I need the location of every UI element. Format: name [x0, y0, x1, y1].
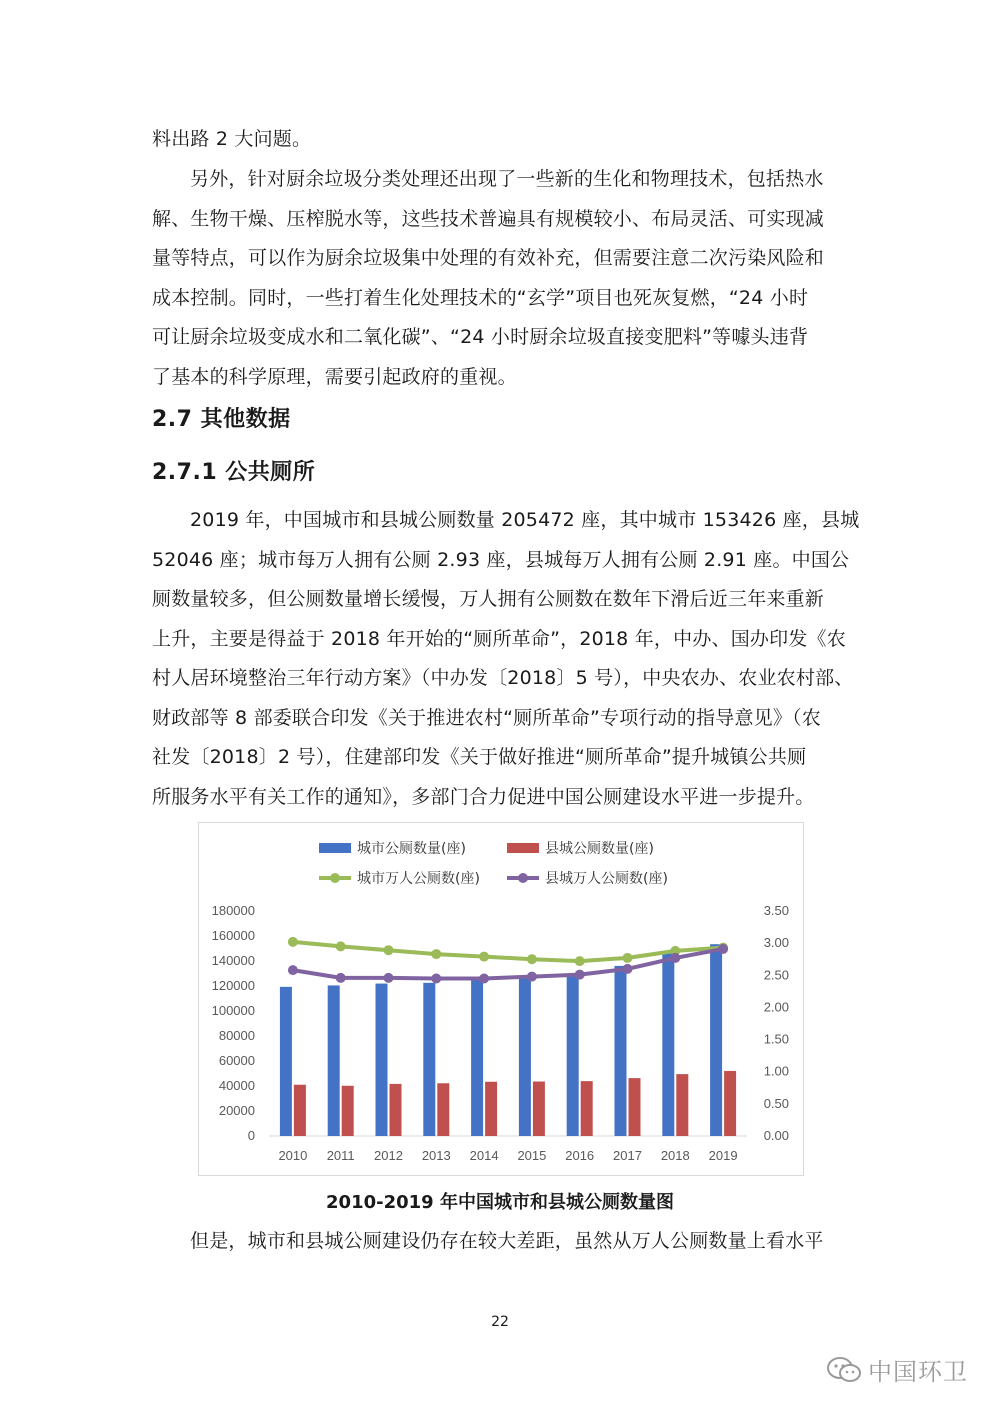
text-line: 成本控制。同时，一些打着生化处理技术的“玄学”项目也死灰复燃，“24 小时 — [152, 286, 809, 309]
bar-county — [724, 1071, 736, 1136]
line-point — [623, 964, 633, 974]
y-left-tick-label: 140000 — [211, 953, 255, 968]
y-right-tick-label: 3.50 — [763, 903, 789, 918]
y-left-tick-label: 180000 — [211, 903, 255, 918]
text-line: 所服务水平有关工作的通知》，多部门合力促进中国公厕建设水平进一步提升。 — [152, 785, 815, 808]
x-tick-label: 2010 — [278, 1148, 308, 1163]
line-point — [431, 974, 441, 984]
watermark — [826, 1352, 968, 1387]
legend-label: 县城万人公厕数(座) — [545, 871, 668, 887]
bar-city — [662, 952, 674, 1136]
x-tick-label: 2014 — [469, 1148, 499, 1163]
bar-city — [615, 966, 627, 1136]
bar-city — [280, 987, 292, 1136]
text-line: 上升，主要是得益于 2018 年开始的“厕所革命”，2018 年，中办、国办印发《农 — [152, 627, 846, 650]
line-point — [336, 973, 346, 983]
chart-svg — [199, 823, 803, 1175]
text-line: 料出路 2 大问题。 — [152, 128, 312, 150]
y-left-tick-label: 20000 — [218, 1103, 255, 1118]
bar-city — [471, 980, 483, 1136]
text-line: 2019 年，中国城市和县城公厕数量 205472 座，其中城市 153426 座，县城 — [190, 509, 860, 531]
y-left-tick-label: 60000 — [218, 1053, 255, 1068]
bar-city — [710, 944, 722, 1136]
line-point — [670, 953, 680, 963]
bar-county — [342, 1086, 354, 1136]
chart-caption: 2010-2019 年中国城市和县城公厕数量图 — [326, 1192, 674, 1213]
line-point — [718, 944, 728, 954]
x-tick-label: 2012 — [374, 1148, 403, 1163]
bar-county — [294, 1085, 306, 1136]
x-tick-label: 2013 — [421, 1148, 451, 1163]
text-line: 52046 座；城市每万人拥有公厕 2.93 座，县城每万人拥有公厕 2.91 座。中国公 — [152, 548, 850, 571]
x-tick-label: 2018 — [660, 1148, 690, 1163]
x-tick-label: 2017 — [613, 1148, 642, 1163]
paragraph-4 — [152, 1222, 852, 1262]
section-heading-2-7-1: 2.7.1 公共厕所 — [152, 460, 316, 485]
line-point — [384, 973, 394, 983]
bar-county — [676, 1074, 688, 1136]
bar-county — [390, 1084, 402, 1136]
page-number: 22 — [491, 1314, 509, 1330]
wechat-icon — [826, 1355, 862, 1385]
text-line: 村人居环境整治三年行动方案》（中办发〔2018〕5 号），中央农办、农业农村部、 — [152, 667, 854, 689]
text-line: 社发〔2018〕2 号），住建部印发《关于做好推进“厕所革命”提升城镇公共厕 — [152, 746, 807, 768]
bar-county — [581, 1081, 593, 1136]
line-point — [527, 954, 537, 964]
bar-city — [567, 974, 579, 1136]
text-line: 财政部等 8 部委联合印发《关于推进农村“厕所革命”专项行动的指导意见》（农 — [152, 706, 821, 729]
bar-city — [376, 984, 388, 1136]
x-tick-label: 2019 — [708, 1148, 738, 1163]
line-point — [623, 953, 633, 963]
y-left-tick-label: 80000 — [218, 1028, 255, 1043]
line-point — [288, 965, 298, 975]
x-tick-label: 2015 — [517, 1148, 547, 1163]
line-point — [431, 949, 441, 959]
text-line: 但是，城市和县城公厕建设仍存在较大差距，虽然从万人公厕数量上看水平 — [190, 1230, 824, 1252]
text-line: 了基本的科学原理，需要引起政府的重视。 — [152, 365, 517, 388]
text-line: 另外，针对厨余垃圾分类处理还出现了一些新的生化和物理技术，包括热水 — [190, 168, 824, 190]
y-left-tick-label: 160000 — [211, 928, 255, 943]
section-heading-2-7: 2.7 其他数据 — [152, 407, 291, 432]
y-right-tick-label: 2.00 — [763, 999, 789, 1015]
y-right-tick-label: 0.00 — [763, 1128, 789, 1143]
text-line: 量等特点，可以作为厨余垃圾集中处理的有效补充，但需要注意二次污染风险和 — [152, 247, 825, 269]
y-left-tick-label: 120000 — [211, 978, 255, 993]
bar-city — [519, 978, 531, 1136]
bar-county — [485, 1082, 497, 1136]
x-tick-label: 2016 — [565, 1148, 595, 1163]
bar-city — [423, 983, 435, 1136]
y-left-tick-label: 40000 — [218, 1078, 255, 1093]
legend-swatch — [319, 843, 351, 853]
y-right-tick-label: 1.00 — [763, 1063, 789, 1079]
legend-swatch — [507, 843, 539, 853]
paragraph-3 — [152, 501, 860, 817]
y-right-tick-label: 1.50 — [763, 1031, 789, 1047]
y-right-tick-label: 0.50 — [763, 1095, 789, 1111]
bar-county — [437, 1083, 449, 1136]
legend-label: 县城公厕数量(座) — [545, 841, 654, 857]
line-point — [479, 952, 489, 962]
text-line: 可让厨余垃圾变成水和二氧化碳”、“24 小时厨余垃圾直接变肥料”等噱头违背 — [152, 326, 809, 348]
line-point — [336, 941, 346, 951]
watermark-text: 中国环卫 — [868, 1358, 968, 1386]
paragraph-1 — [152, 120, 852, 160]
y-left-tick-label: 0 — [247, 1128, 255, 1143]
bar-county — [629, 1078, 641, 1136]
line-point — [479, 974, 489, 984]
line-point — [527, 972, 537, 982]
line-point — [384, 945, 394, 955]
bar-city — [328, 985, 340, 1136]
y-right-tick-label: 2.50 — [763, 967, 789, 983]
line-point — [288, 937, 298, 947]
toilet-count-chart — [198, 822, 804, 1176]
legend-swatch-point — [330, 873, 340, 883]
paragraph-2 — [152, 160, 852, 397]
text-line: 厕数量较多，但公厕数量增长缓慢，万人拥有公厕数在数年下滑后近三年来重新 — [152, 588, 825, 610]
legend-swatch-point — [518, 873, 528, 883]
line-point — [575, 970, 585, 980]
x-tick-label: 2011 — [326, 1148, 355, 1163]
line-city-per-10k — [293, 942, 723, 961]
bar-county — [533, 1082, 545, 1137]
legend-label: 城市公厕数量(座) — [357, 841, 466, 857]
y-left-tick-label: 100000 — [211, 1003, 255, 1018]
line-point — [575, 956, 585, 966]
text-line: 解、生物干燥、压榨脱水等，这些技术普遍具有规模较小、布局灵活、可实现减 — [152, 207, 825, 230]
legend-label: 城市万人公厕数(座) — [357, 871, 480, 887]
y-right-tick-label: 3.00 — [763, 935, 789, 951]
